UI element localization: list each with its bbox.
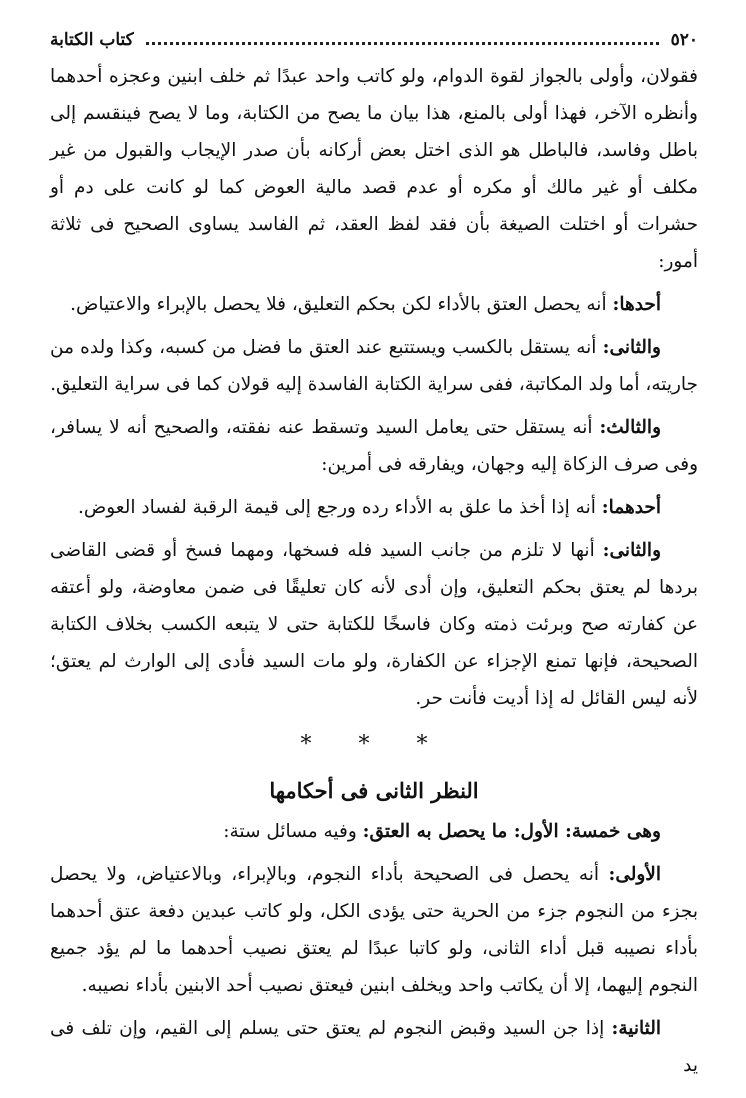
- item-label: والثانى:: [602, 540, 661, 561]
- item-label: والثالث:: [599, 417, 661, 438]
- item-paragraph-2: [50, 329, 698, 403]
- issue-text: أنه يحصل فى الصحيحة بأداء النجوم، وبالإبراء، وبالاعتياض، ولا يحصل بجزء من النجوم جزء من الحرية حتى يؤدى الكل، ولو كاتب عبدين دفعة عتق أحدهما بأداء نصيبه قبل أداء الثانى، ولو كاتبا عبدًا لم يعتق نصيب أحدهما ما لم يؤد جميع النجوم إليهما، إلا أن يكاتب واحد ويخلف ابنين فيعتق نصيب أحد الابنين بأداء نصيبه.: [50, 864, 698, 996]
- item-label: أحدهما:: [601, 497, 661, 518]
- page-number: ٥٢٠: [670, 30, 698, 50]
- item-label: أحدها:: [612, 294, 661, 315]
- item-paragraph-5: [50, 532, 698, 717]
- issue-text: إذا جن السيد وقبض النجوم لم يعتق حتى يسلم إلى القيم، وإن تلف فى يد: [50, 1018, 698, 1076]
- section-title: النظر الثانى فى أحكامها: [269, 778, 479, 803]
- item-paragraph-4: [50, 489, 698, 526]
- item-text: أنه يستقل حتى يعامل السيد وتسقط عنه نفقته، والصحيح أنه لا يسافر، وفى صرف الزكاة إليه وجهان، ويفارقه فى أمرين:: [50, 417, 698, 475]
- section-lead: [50, 813, 698, 850]
- running-title: كتاب الكتابة: [50, 30, 134, 50]
- item-text: أنه يستقل بالكسب ويستتبع عند العتق ما فضل من كسبه، وكذا ولده من جاريته، أما ولد المكاتبة، ففى سراية الكتابة الفاسدة إليه قولان كما فى سراية التعليق.: [50, 337, 698, 395]
- item-paragraph-1: [50, 286, 698, 323]
- running-head: [50, 30, 698, 58]
- issue-label: الثانية:: [611, 1018, 661, 1039]
- item-text: أنها لا تلزم من جانب السيد فله فسخها، ومهما فسخ أو قضى القاضى بردها لم يعتق بحكم التعليق، وإن أدى لأنه كان تعليقًا فى ضمن معاوضة، ولو أعتقه عن كفارته صح وبرئت ذمته وكان فاسخًا للكتابة حتى لا يتبعه الكسب بخلاف الكتابة الصحيحة، فإنها تمنع الإجزاء عن الكفارة، ولو مات السيد فأدى إلى الوارث لم يعتق؛ لأنه ليس القائل له إذا أديت فأنت حر.: [50, 540, 698, 709]
- item-paragraph-3: [50, 409, 698, 483]
- issue-paragraph-2: [50, 1010, 698, 1084]
- item-text: أنه يحصل العتق بالأداء لكن بحكم التعليق، فلا يحصل بالإبراء والاعتياض.: [70, 294, 607, 315]
- item-text: أنه إذا أخذ ما علق به الأداء رده ورجع إلى قيمة الرقبة لفساد العوض.: [77, 497, 596, 518]
- section-lead-tail: وفيه مسائل ستة:: [223, 821, 357, 842]
- header-dotted-leader: [146, 42, 659, 45]
- section-lead-heading: وهى خمسة: الأول: ما يحصل به العتق:: [362, 821, 661, 842]
- item-label: والثانى:: [602, 337, 661, 358]
- intro-paragraph: فقولان، وأولى بالجواز لقوة الدوام، ولو كاتب واحد عبدًا ثم خلف ابنين وعجزه أحدهما وأنظره الآخر، فهذا أولى بالمنع، هذا بيان ما يصح من الكتابة، وما لا يصح فينقسم إلى باطل وفاسد، فالباطل هو الذى اختل بعض أركانه بأن صدر الإيجاب والقبول من غير مكلف أو غير مالك أو مكره أو عدم قصد مالية العوض كما لو كانت على دم أو حشرات أو اختلت الصيغة بأن فقد لفظ العقد، ثم الفاسد يساوى الصحيح فى ثلاثة أمور:: [50, 66, 698, 272]
- section-separator: * * *: [300, 732, 448, 757]
- issue-label: الأولى:: [608, 864, 661, 885]
- issue-paragraph-1: [50, 856, 698, 1004]
